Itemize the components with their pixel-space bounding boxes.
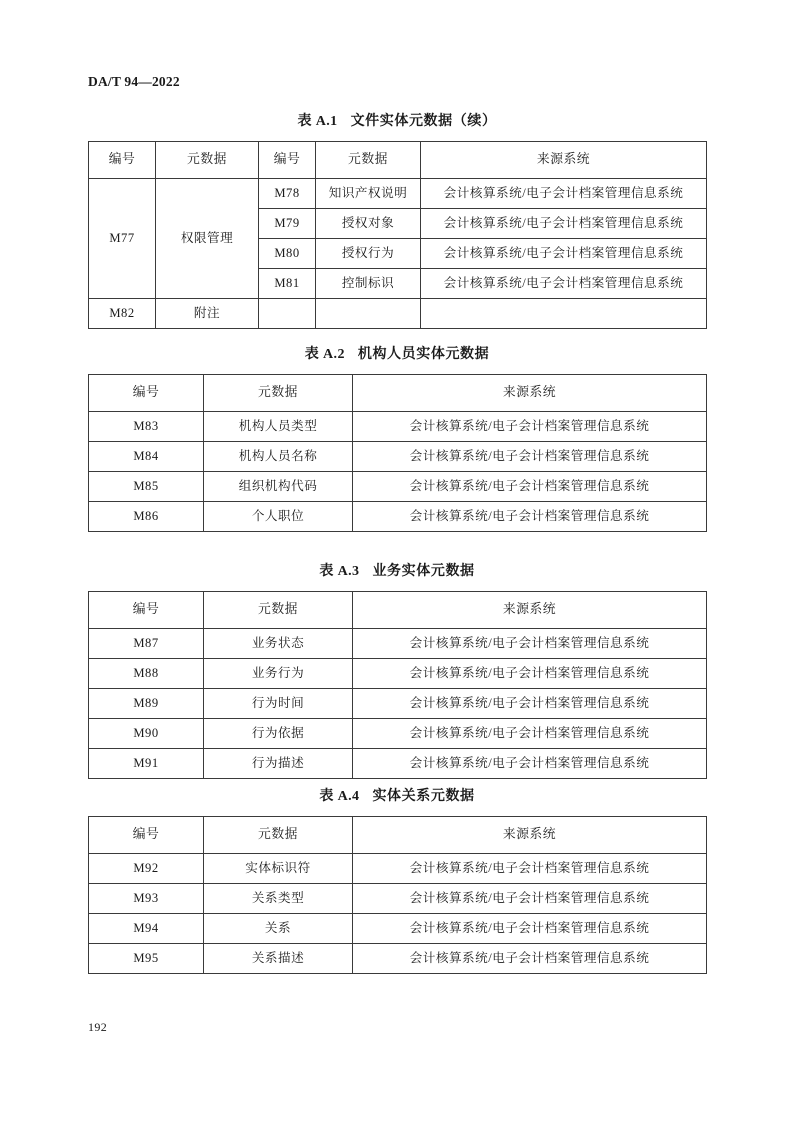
table-a1-header-source: 来源系统 [421,142,707,179]
table-a1-cell-no: M78 [259,179,316,209]
table-a2-cell-metadata: 组织机构代码 [204,472,353,502]
table-a1-cell-source: 会计核算系统/电子会计档案管理信息系统 [421,179,707,209]
table-a3-header-metadata: 元数据 [204,592,353,629]
table-row [89,884,707,914]
table-a1-header-metadata1: 元数据 [156,142,259,179]
table-a4-cell-source: 会计核算系统/电子会计档案管理信息系统 [353,884,707,914]
table-a1-header-row [89,142,707,179]
table-row [89,749,707,779]
table-a1-cell-source: 会计核算系统/电子会计档案管理信息系统 [421,209,707,239]
table-a1-cell-source: 会计核算系统/电子会计档案管理信息系统 [421,239,707,269]
table-a3-cell-metadata: 行为依据 [204,719,353,749]
table-caption-a1 [88,110,706,130]
table-a2 [88,374,707,532]
table-a1-cell-no: M80 [259,239,316,269]
table-a3-cell-no: M89 [89,689,204,719]
table-a3-cell-source: 会计核算系统/电子会计档案管理信息系统 [353,749,707,779]
table-a4-cell-no: M92 [89,854,204,884]
table-a2-header-source: 来源系统 [353,375,707,412]
table-a4-cell-metadata: 关系 [204,914,353,944]
table-a3-header-row [89,592,707,629]
table-row [89,179,707,209]
table-a4-cell-no: M93 [89,884,204,914]
table-a1-cell-no: M81 [259,269,316,299]
table-a4-header-row [89,817,707,854]
table-a3-cell-no: M91 [89,749,204,779]
table-a1-cell-metadata-empty [316,299,421,329]
table-a4-cell-metadata: 关系类型 [204,884,353,914]
table-a1-cell-no: M82 [89,299,156,329]
table-row [89,944,707,974]
table-a2-cell-metadata: 个人职位 [204,502,353,532]
table-caption-a4 [88,785,706,805]
table-a2-cell-no: M85 [89,472,204,502]
table-a1-cell-metadata: 授权行为 [316,239,421,269]
table-a2-cell-source: 会计核算系统/电子会计档案管理信息系统 [353,412,707,442]
table-a3-cell-metadata: 行为时间 [204,689,353,719]
table-a2-header-row [89,375,707,412]
table-caption-a1-number: 表 A.1 [297,114,338,129]
table-caption-a3-text: 业务实体元数据 [372,564,475,579]
table-a3-cell-no: M87 [89,629,204,659]
table-a1-cell-no-empty [259,299,316,329]
table-a4-cell-metadata: 实体标识符 [204,854,353,884]
table-a2-cell-no: M84 [89,442,204,472]
table-a3-header-source: 来源系统 [353,592,707,629]
table-row [89,659,707,689]
table-a2-cell-metadata: 机构人员名称 [204,442,353,472]
table-a3-cell-metadata: 行为描述 [204,749,353,779]
table-caption-a3 [88,560,706,580]
table-a2-header-no: 编号 [89,375,204,412]
table-caption-a4-text: 实体关系元数据 [372,789,475,804]
table-a1-cell-no: M79 [259,209,316,239]
table-a4-cell-source: 会计核算系统/电子会计档案管理信息系统 [353,914,707,944]
table-caption-a3-number: 表 A.3 [319,564,360,579]
table-a2-cell-metadata: 机构人员类型 [204,412,353,442]
table-a3-header-no: 编号 [89,592,204,629]
table-block-a1 [88,110,706,329]
table-block-a3 [88,560,706,779]
table-row [89,299,707,329]
table-row [89,472,707,502]
table-a4 [88,816,707,974]
table-a4-cell-metadata: 关系描述 [204,944,353,974]
table-a1-group-no: M77 [89,179,156,299]
table-row [89,629,707,659]
running-header-standard-number: DA/T 94—2022 [88,74,180,89]
table-a4-header-source: 来源系统 [353,817,707,854]
table-a2-header-metadata: 元数据 [204,375,353,412]
table-a2-cell-source: 会计核算系统/电子会计档案管理信息系统 [353,502,707,532]
table-a3-cell-no: M90 [89,719,204,749]
table-a4-cell-no: M95 [89,944,204,974]
table-a1-header-metadata2: 元数据 [316,142,421,179]
table-a2-cell-no: M86 [89,502,204,532]
table-caption-a2-number: 表 A.2 [304,347,345,362]
table-a3 [88,591,707,779]
table-row [89,914,707,944]
table-caption-a2 [88,343,706,363]
table-a2-cell-source: 会计核算系统/电子会计档案管理信息系统 [353,442,707,472]
table-a1-cell-source-empty [421,299,707,329]
table-a1-header-no1: 编号 [89,142,156,179]
table-row [89,719,707,749]
table-a3-cell-source: 会计核算系统/电子会计档案管理信息系统 [353,689,707,719]
table-row [89,689,707,719]
table-a2-cell-no: M83 [89,412,204,442]
table-a2-cell-source: 会计核算系统/电子会计档案管理信息系统 [353,472,707,502]
table-a1-cell-metadata: 知识产权说明 [316,179,421,209]
table-a1 [88,141,707,329]
table-row [89,854,707,884]
table-row [89,442,707,472]
page-number: 192 [88,1020,108,1034]
table-a1-header-no2: 编号 [259,142,316,179]
table-caption-a1-text: 文件实体元数据（续） [350,114,497,129]
table-a1-cell-metadata: 授权对象 [316,209,421,239]
table-a3-cell-no: M88 [89,659,204,689]
table-row [89,412,707,442]
table-a3-cell-metadata: 业务状态 [204,629,353,659]
table-a1-cell-metadata: 控制标识 [316,269,421,299]
table-a4-cell-source: 会计核算系统/电子会计档案管理信息系统 [353,854,707,884]
table-a4-cell-no: M94 [89,914,204,944]
table-a3-cell-source: 会计核算系统/电子会计档案管理信息系统 [353,629,707,659]
table-a3-cell-source: 会计核算系统/电子会计档案管理信息系统 [353,719,707,749]
table-block-a2 [88,343,706,532]
table-a1-cell-source: 会计核算系统/电子会计档案管理信息系统 [421,269,707,299]
table-row [89,502,707,532]
table-a3-cell-source: 会计核算系统/电子会计档案管理信息系统 [353,659,707,689]
table-a4-header-no: 编号 [89,817,204,854]
table-block-a4 [88,785,706,974]
table-a3-cell-metadata: 业务行为 [204,659,353,689]
table-a1-group-metadata: 权限管理 [156,179,259,299]
table-caption-a4-number: 表 A.4 [319,789,360,804]
table-a4-header-metadata: 元数据 [204,817,353,854]
table-caption-a2-text: 机构人员实体元数据 [357,347,490,362]
table-a1-cell-metadata: 附注 [156,299,259,329]
table-a4-cell-source: 会计核算系统/电子会计档案管理信息系统 [353,944,707,974]
